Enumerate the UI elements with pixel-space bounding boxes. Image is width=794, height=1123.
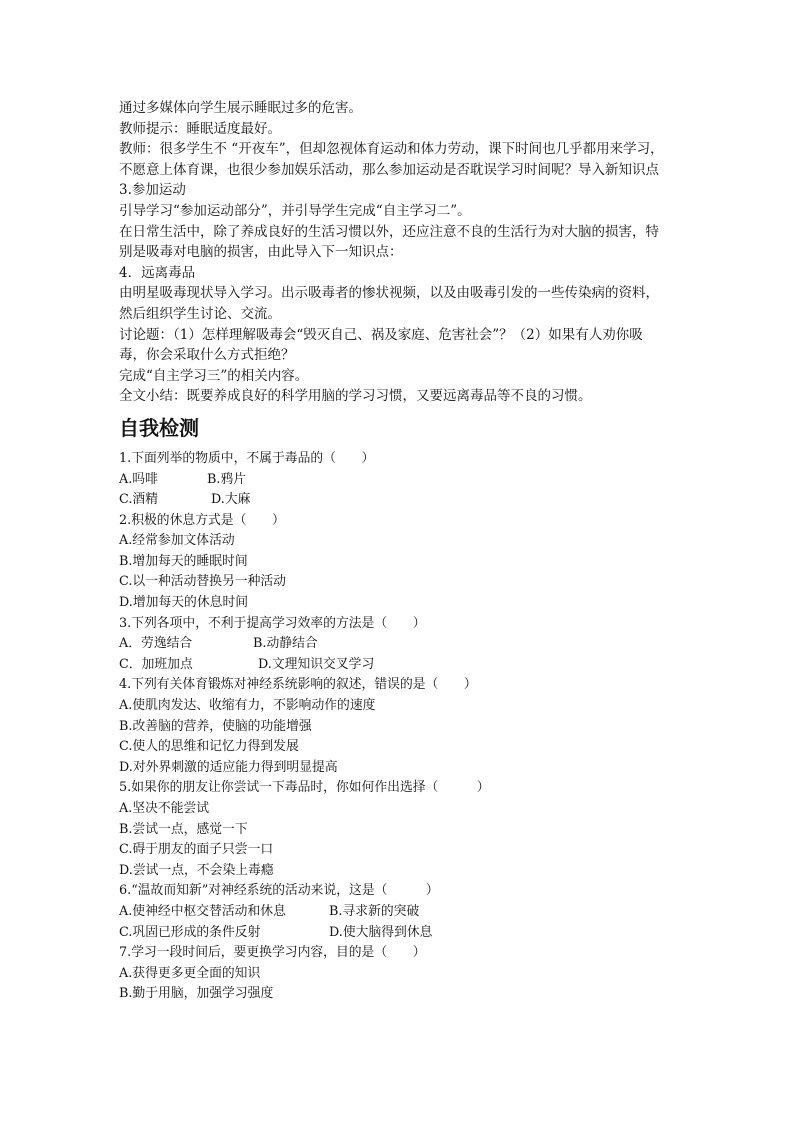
option-a: A．劳逸结合 <box>119 636 193 652</box>
option-d: D.文理知识交叉学习 <box>258 656 375 672</box>
option-d: D.尝试一点，不会染上毒瘾 <box>119 862 274 878</box>
option-a: A.获得更多更全面的知识 <box>119 965 261 981</box>
question-stem: 7.学习一段时间后，要更换学习内容，目的是（ ） <box>119 945 426 961</box>
question-stem: 1.下面列举的物质中，不属于毒品的（ ） <box>119 450 375 466</box>
option-b: B.改善脑的营养，使脑的功能增强 <box>119 718 312 734</box>
text-line: 完成“自主学习三”的相关内容。 <box>119 367 309 384</box>
option-a: A.使肌肉发达、收缩有力，不影响动作的速度 <box>119 698 376 714</box>
text-line: 3.参加运动 <box>119 182 186 199</box>
text-line: 教师：很多学生不 “开夜车”，但却忽视体育运动和体力劳动，课下时间也几乎都用来学习， <box>119 141 664 158</box>
option-row <box>119 655 691 676</box>
option-a: A.坚决不能尝试 <box>119 801 210 816</box>
text-line: 毒，你会采取什么方式拒绝？ <box>119 347 295 364</box>
option-a: A.经常参加文体活动 <box>119 533 235 549</box>
quiz <box>119 449 691 1005</box>
option-c: C.使人的思维和记忆力得到发展 <box>119 739 299 755</box>
text-line: 教师提示：睡眠适度最好。 <box>119 120 281 137</box>
text-line: 不愿意上体育课，也很少参加娱乐活动，那么参加运动是否耽误学习时间呢？导入新知识点 <box>119 161 659 178</box>
option-c: C.碍于朋友的面子只尝一口 <box>119 842 274 858</box>
text-line: 讨论题：（1）怎样理解吸毒会“毁灭自己、祸及家庭、危害社会”？（2）如果有人劝你吸 <box>119 326 643 343</box>
option-row <box>119 902 691 923</box>
question-stem: 2.积极的休息方式是（ ） <box>119 512 285 528</box>
option-c: C.巩固已形成的条件反射 <box>119 924 261 940</box>
text-line: 由明星吸毒现状导入学习。出示吸毒者的惨状视频，以及由吸毒引发的一些传染病的资料， <box>119 285 659 302</box>
text-line: 别是吸毒对电脑的损害，由此导入下一知识点： <box>119 244 403 261</box>
option-d: D.大麻 <box>211 492 251 508</box>
text-line: 然后组织学生讨论、交流。 <box>119 305 281 322</box>
question-stem: 3.下列各项中，不利于提高学习效率的方法是（ ） <box>119 615 426 631</box>
text-line: 全文小结：既要养成良好的科学用脑的学习习惯，又要远离毒品等不良的习惯。 <box>119 388 592 405</box>
section-title: 自我检测 <box>119 415 199 440</box>
option-a: A.吗啡 <box>119 471 158 487</box>
question-stem: 4.下列有关体育锻炼对神经系统影响的叙述，错误的是（ ） <box>119 677 477 693</box>
option-b: B.增加每天的睡眠时间 <box>119 553 248 569</box>
option-b: B.尝试一点，感觉一下 <box>119 821 248 837</box>
option-b: B.鸦片 <box>207 471 247 487</box>
option-c: C.酒精 <box>119 492 158 508</box>
option-b: B.动静结合 <box>253 636 318 652</box>
question-stem: 5.如果你的朋友让你尝试一下毒品时，你如何作出选择（ ） <box>119 780 490 796</box>
option-row <box>119 923 691 944</box>
option-d: D.对外界刺激的适应能力得到明显提高 <box>119 759 338 775</box>
text-line: 通过多媒体向学生展示睡眠过多的危害。 <box>119 100 362 116</box>
option-a: A.使神经中枢交替活动和休息 <box>119 903 286 919</box>
text-line: 在日常生活中，除了养成良好的生活习惯以外，还应注意不良的生活行为对大脑的损害，特 <box>119 223 659 240</box>
option-b: B.勤于用脑，加强学习强度 <box>119 986 274 1002</box>
option-row <box>119 490 691 511</box>
question-stem: 6.“温故而知新”对神经系统的活动来说，这是（ ） <box>119 883 439 899</box>
option-row <box>119 634 691 655</box>
lesson-text <box>119 98 691 407</box>
text-line: 4．远离毒品 <box>119 264 196 281</box>
option-c: C.以一种活动替换另一种活动 <box>119 574 286 590</box>
text-line: 引导学习“参加运动部分”，并引导学生完成“自主学习二”。 <box>119 202 471 219</box>
option-row <box>119 470 691 491</box>
option-b: B.寻求新的突破 <box>329 903 420 919</box>
option-d: D.增加每天的休息时间 <box>119 595 249 611</box>
document-page <box>119 98 691 1005</box>
option-c: C．加班加点 <box>119 656 193 672</box>
option-d: D.使大脑得到休息 <box>329 924 433 940</box>
